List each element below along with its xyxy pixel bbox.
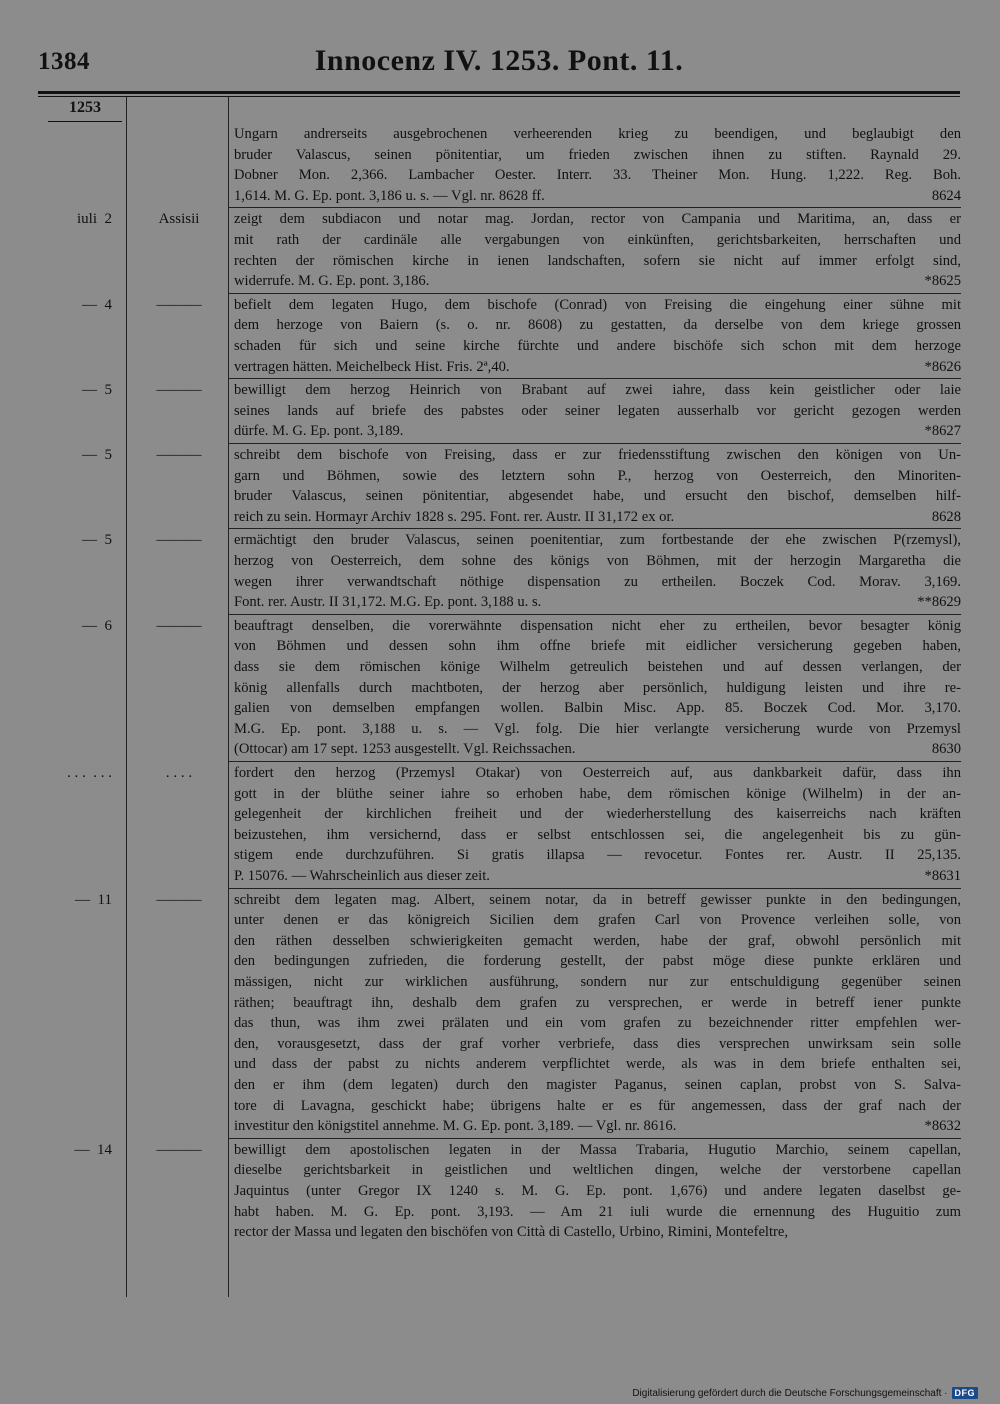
- entry-line-text: bruder Valascus, seinen pönitentiar, abgesendet habe, und ersucht den bischof, demselben hilf-: [234, 488, 961, 505]
- entry-text-line: [234, 1034, 961, 1055]
- entry-text-line: [234, 421, 961, 442]
- entry-line-text: wegen ihrer verwandtschaft nöthige dispensation zu ertheilen. Boczek Cod. Morav. 3,169.: [234, 573, 961, 590]
- entry-text-line: [234, 507, 961, 528]
- entry-text: [234, 763, 961, 887]
- entry-place: ———: [156, 296, 202, 313]
- entry-line-text: rector der Massa und legaten den bischöfen von Città di Castello, Urbino, Rimini, Montefeltre,: [234, 1224, 789, 1241]
- entry-line-text: habt haben. M. G. Ep. pont. 3,193. — Am 21 iuli wurde die ernennung des Huguitio zum: [234, 1203, 961, 1220]
- entry-line-text: Ungarn andrerseits ausgebrochenen verheerenden krieg zu beendigen, und beglaubigt den: [234, 126, 961, 142]
- entry-place: ———: [156, 447, 202, 463]
- entry-text-line: [234, 124, 961, 145]
- entry-text-line: [234, 1096, 961, 1117]
- entry-number: *8625: [924, 273, 961, 290]
- entry-text-line: [234, 1160, 961, 1181]
- entry-text-line: [234, 572, 961, 593]
- entry-line-text: unter denen er das königreich Sicilien dem grafen Carl von Provence verleihen solle, von: [234, 912, 961, 929]
- column-rule-place: [228, 97, 229, 1297]
- entry-text-line: [234, 271, 961, 292]
- entry-number: *8631: [924, 867, 961, 884]
- entry-text: [234, 380, 961, 442]
- entry-line-text: fordert den herzog (Przemysl Otakar) von Oesterreich auf, aus dankbarkeit dafür, dass ihn: [234, 765, 961, 781]
- entry-text: [234, 124, 961, 206]
- entry-date: — 5: [82, 382, 112, 399]
- entry-line-text: Dobner Mon. 2,366. Lambacher Oester. Interr. 33. Theiner Mon. Hung. 1,222. Reg. Boh.: [234, 167, 961, 184]
- entry-date: . . . . . .: [67, 765, 112, 781]
- entry-text-line: [234, 1116, 961, 1137]
- entry-line-text: M.G. Ep. pont. 3,188 u. s. — Vgl. folg. Die hier verlangte versicherung wurde von Przemysl: [234, 720, 961, 737]
- entry-text-line: [234, 401, 961, 422]
- entry-line-text: den, vorausgesetzt, dass der graf vorher verbriefe, dass dies versprechen unwirksam sein solle: [234, 1035, 961, 1052]
- entry-text: [234, 445, 961, 527]
- entry-place: ———: [156, 532, 202, 549]
- entry-number: *8632: [924, 1118, 961, 1135]
- entry-line-text: zeigt dem subdiacon und notar mag. Jordan, rector von Campania und Maritima, an, dass er: [234, 211, 961, 228]
- entry-number: **8629: [917, 594, 961, 611]
- entry-line-text: dass sie dem römischen könige Wilhelm getreulich beistehen und auf dessen verlangen, der: [234, 658, 961, 675]
- entry-text-line: [234, 763, 961, 784]
- entry-text-line: [234, 251, 961, 272]
- entry-line-text: stigem ende durchzuführen. Si gratis illapsa — revocetur. Fontes rer. Austr. II 25,135.: [234, 847, 961, 864]
- entry-line-text: dieselbe gerichtsbarkeit in geistlichen und weltlichen dingen, welche der verstorbene capellan: [234, 1162, 961, 1179]
- entry-place: Assisii: [158, 211, 200, 228]
- entry-text-line: [234, 993, 961, 1014]
- entry-text-line: [234, 380, 961, 401]
- entry-line-text: den räthen desselben schwierigkeiten gemacht werden, habe der graf, obwohl persönlich mit: [234, 932, 961, 949]
- entry-line-text: könig allenfalls durch machtboten, der herzog aber persönlich, huldigung leisten und ihre re-: [234, 679, 961, 696]
- entry-text-line: [234, 1075, 961, 1096]
- entry-line-text: mässigen, nicht zur wirklichen ausführung, sondern nur zur entschuldigung gegenüber seinen: [234, 973, 961, 990]
- entry-line-text: bruder Valascus, seinen pönitentiar, um frieden zwischen ihnen zu stiften. Raynald 29.: [234, 146, 961, 163]
- entry-text-line: [234, 1181, 961, 1202]
- footer-text: Digitalisierung gefördert durch die Deutsche Forschungsgemeinschaft ·: [632, 1387, 948, 1399]
- entry-line-text: mit rath der cardinäle alle vergabungen von einkünften, gerichtsbarkeiten, herrschaften und: [234, 231, 961, 248]
- entry-date: — 6: [82, 617, 112, 634]
- entry-line-text: dem herzoge von Baiern (s. o. nr. 8608) zu gestatten, da derselbe von dem kriege grossen: [234, 317, 961, 334]
- entry-line-text: vertragen hätten. Meichelbeck Hist. Fris. 2ª,40.: [234, 358, 510, 375]
- entry-text-line: [234, 186, 961, 207]
- entry-divider: [228, 207, 961, 208]
- entry-text-line: [234, 698, 961, 719]
- entry-text: [234, 890, 961, 1137]
- entry-divider: [228, 293, 961, 294]
- entry-text-line: [234, 657, 961, 678]
- entry-line-text: P. 15076. — Wahrscheinlich aus dieser zeit.: [234, 867, 490, 884]
- entry-text-line: [234, 616, 961, 637]
- entry-number: 8628: [931, 508, 961, 525]
- entry-place: ———: [156, 891, 202, 908]
- entry-line-text: gott in der blüthe seiner iahre so erhoben habe, dem römischen könige (Wilhelm) in der an-: [234, 785, 961, 802]
- entry-line-text: galien von demselben empfangen wollen. Balbin Misc. App. 85. Boczek Cod. Mor. 3,170.: [234, 700, 961, 717]
- entry-text-line: [234, 1222, 961, 1243]
- entry-text-line: [234, 719, 961, 740]
- entry-date: — 5: [82, 532, 112, 549]
- page-number: 1384: [38, 48, 90, 75]
- entry-date: — 11: [75, 891, 112, 908]
- entry-text-line: [234, 145, 961, 166]
- entry-text-line: [234, 1140, 961, 1161]
- year-heading: 1253: [69, 99, 101, 116]
- entry-text-line: [234, 825, 961, 846]
- entry-text-line: [234, 931, 961, 952]
- entry-line-text: und dass der pabst zu nichts anderem verpflichtet werde, als was in dem briefe enthalten sei,: [234, 1056, 961, 1073]
- entry-divider: [228, 528, 961, 529]
- entry-text-line: [234, 165, 961, 186]
- entry-line-text: räthen; beauftragt ihn, deshalb dem grafen zu versprechen, er werde in betreff iener punkte: [234, 994, 961, 1011]
- entry-text-line: [234, 784, 961, 805]
- entry-text: [234, 1140, 961, 1243]
- entry-line-text: von Böhmen und dessen sohn ihm offne briefe mit eidlicher versicherung gegeben haben,: [234, 638, 961, 655]
- entry-number: *8627: [924, 423, 961, 440]
- entry-line-text: reich zu sein. Hormayr Archiv 1828 s. 295. Font. rer. Austr. II 31,172 ex or.: [234, 508, 675, 525]
- entry-divider: [228, 761, 961, 762]
- entry-divider: [228, 888, 961, 889]
- entry-place: ———: [156, 617, 202, 634]
- entry-text-line: [234, 1013, 961, 1034]
- entry-date: — 5: [82, 447, 112, 463]
- entry-date: — 14: [74, 1141, 112, 1158]
- entry-place: . . . .: [165, 765, 193, 781]
- entry-place: ———: [156, 1141, 202, 1158]
- entry-text-line: [234, 910, 961, 931]
- entry-text-line: [234, 315, 961, 336]
- header-rule-thick: [38, 91, 960, 94]
- entry-text-line: [234, 866, 961, 887]
- entry-text: [234, 530, 961, 612]
- entry-line-text: den er ihm (dem legaten) durch den magister Paganus, seinen caplan, probst von S. Salva-: [234, 1076, 961, 1093]
- entry-text-line: [234, 804, 961, 825]
- entry-line-text: beizustehen, ihm versichernd, dass er selbst entschlossen sei, die angelegenheit bis zu gün-: [234, 826, 961, 843]
- entry-line-text: 1,614. M. G. Ep. pont. 3,186 u. s. — Vgl. nr. 8628 ff.: [234, 187, 545, 204]
- entry-number: 8630: [931, 741, 961, 758]
- entry-text-line: [234, 1054, 961, 1075]
- digitization-footer: [632, 1387, 978, 1399]
- entry-line-text: ermächtigt den bruder Valascus, seinen poenitentiar, zum fortbestande der ehe zwischen P(rzemysl),: [234, 532, 961, 549]
- entry-place: ———: [156, 382, 202, 399]
- entry-text-line: [234, 678, 961, 699]
- entry-line-text: garn und Böhmen, sowie des letztern sohn P., herzog von Oesterreich, den Minoriten-: [234, 467, 961, 484]
- entry-divider: [228, 614, 961, 615]
- entry-line-text: gelegenheit der kirchlichen freiheit und der wiederherstellung des kaiserreichs nach kräften: [234, 806, 961, 823]
- entry-text-line: [234, 357, 961, 378]
- entry-text-line: [234, 336, 961, 357]
- entry-text-line: [234, 551, 961, 572]
- entry-text-line: [234, 445, 961, 466]
- entry-text-line: [234, 230, 961, 251]
- entry-date: — 4: [82, 296, 112, 313]
- entry-text-line: [234, 739, 961, 760]
- entry-text-line: [234, 1202, 961, 1223]
- entry-text-line: [234, 845, 961, 866]
- column-rule-date: [126, 97, 127, 1297]
- entry-text-line: [234, 466, 961, 487]
- entry-text-line: [234, 972, 961, 993]
- entry-number: 8624: [931, 187, 961, 204]
- entry-text-line: [234, 890, 961, 911]
- entry-line-text: dürfe. M. G. Ep. pont. 3,189.: [234, 423, 404, 440]
- entry-line-text: Jaquintus (unter Gregor IX 1240 s. M. G. Ep. pont. 1,676) und andere legaten daselbst ge-: [234, 1182, 961, 1199]
- entry-line-text: bewilligt dem apostolischen legaten in der Massa Trabaria, Hugutio Marchio, seinem capellan,: [234, 1141, 961, 1158]
- entry-line-text: seines lands auf briefe des pabstes oder seiner legaten ausserhalb vor gericht gezogen werden: [234, 402, 961, 419]
- header-rule-thin: [38, 96, 960, 97]
- entry-text-line: [234, 592, 961, 613]
- entry-line-text: bewilligt dem herzog Heinrich von Brabant auf zwei iahre, dass kein geistlicher oder laie: [234, 382, 961, 399]
- entry-text-line: [234, 951, 961, 972]
- entry-text: [234, 209, 961, 291]
- running-title: Innocenz IV. 1253. Pont. 11.: [314, 44, 684, 77]
- entry-line-text: befielt dem legaten Hugo, dem bischofe (Conrad) von Freising die eingehung einer sühne mit: [234, 296, 961, 313]
- entry-line-text: den bedingungen zufrieden, die forderung gestellt, der pabst möge diese punkte erklären und: [234, 953, 961, 970]
- entry-line-text: schreibt dem bischofe von Freising, dass er zur friedensstiftung zwischen den königen von Un-: [234, 447, 961, 463]
- entry-divider: [228, 443, 961, 444]
- entry-text-line: [234, 636, 961, 657]
- entry-line-text: tore di Lavagna, geschickt habe; übrigens halte er es für angemessen, dass der graf nach der: [234, 1097, 961, 1114]
- entry-date: iuli 2: [76, 211, 112, 228]
- dfg-logo-icon: DFG: [952, 1387, 979, 1399]
- entry-line-text: Font. rer. Austr. II 31,172. M.G. Ep. pont. 3,188 u. s.: [234, 594, 542, 611]
- entry-line-text: das thun, was ihm zwei prälaten und ein vom grafen zu bezeichnender ritter empfehlen wer-: [234, 1015, 961, 1032]
- entry-line-text: beauftragt denselben, die vorerwähnte dispensation nicht eher zu ertheilen, bevor besagter könig: [234, 617, 961, 634]
- entry-text-line: [234, 530, 961, 551]
- entry-line-text: (Ottocar) am 17 sept. 1253 ausgestellt. Vgl. Reichssachen.: [234, 741, 576, 758]
- entry-line-text: herzog von Oesterreich, dem sohne des königs von Böhmen, mit der herzogin Margaretha die: [234, 552, 961, 569]
- entry-divider: [228, 1138, 961, 1139]
- entry-line-text: investitur den königstitel annehme. M. G. Ep. pont. 3,189. — Vgl. nr. 8616.: [234, 1118, 677, 1135]
- entry-line-text: schreibt dem legaten mag. Albert, seinem notar, da in betreff gewisser punkte in den bedingungen,: [234, 891, 961, 908]
- entry-text-line: [234, 486, 961, 507]
- entry-line-text: rechten der römischen kirche in ienen landschaften, sofern sie nicht auf immer erfolgt sind,: [234, 252, 961, 269]
- entry-text-line: [234, 295, 961, 316]
- entry-number: *8626: [924, 358, 961, 375]
- entry-text: [234, 616, 961, 760]
- entry-divider: [228, 378, 961, 379]
- year-underline: [48, 121, 122, 122]
- entry-line-text: widerrufe. M. G. Ep. pont. 3,186.: [234, 273, 430, 290]
- page-header: [38, 44, 960, 88]
- entry-text: [234, 295, 961, 377]
- entry-text-line: [234, 209, 961, 230]
- entry-line-text: schaden für sich und seine kirche fürchte und andere bischöfe sich schon mit dem herzoge: [234, 337, 961, 354]
